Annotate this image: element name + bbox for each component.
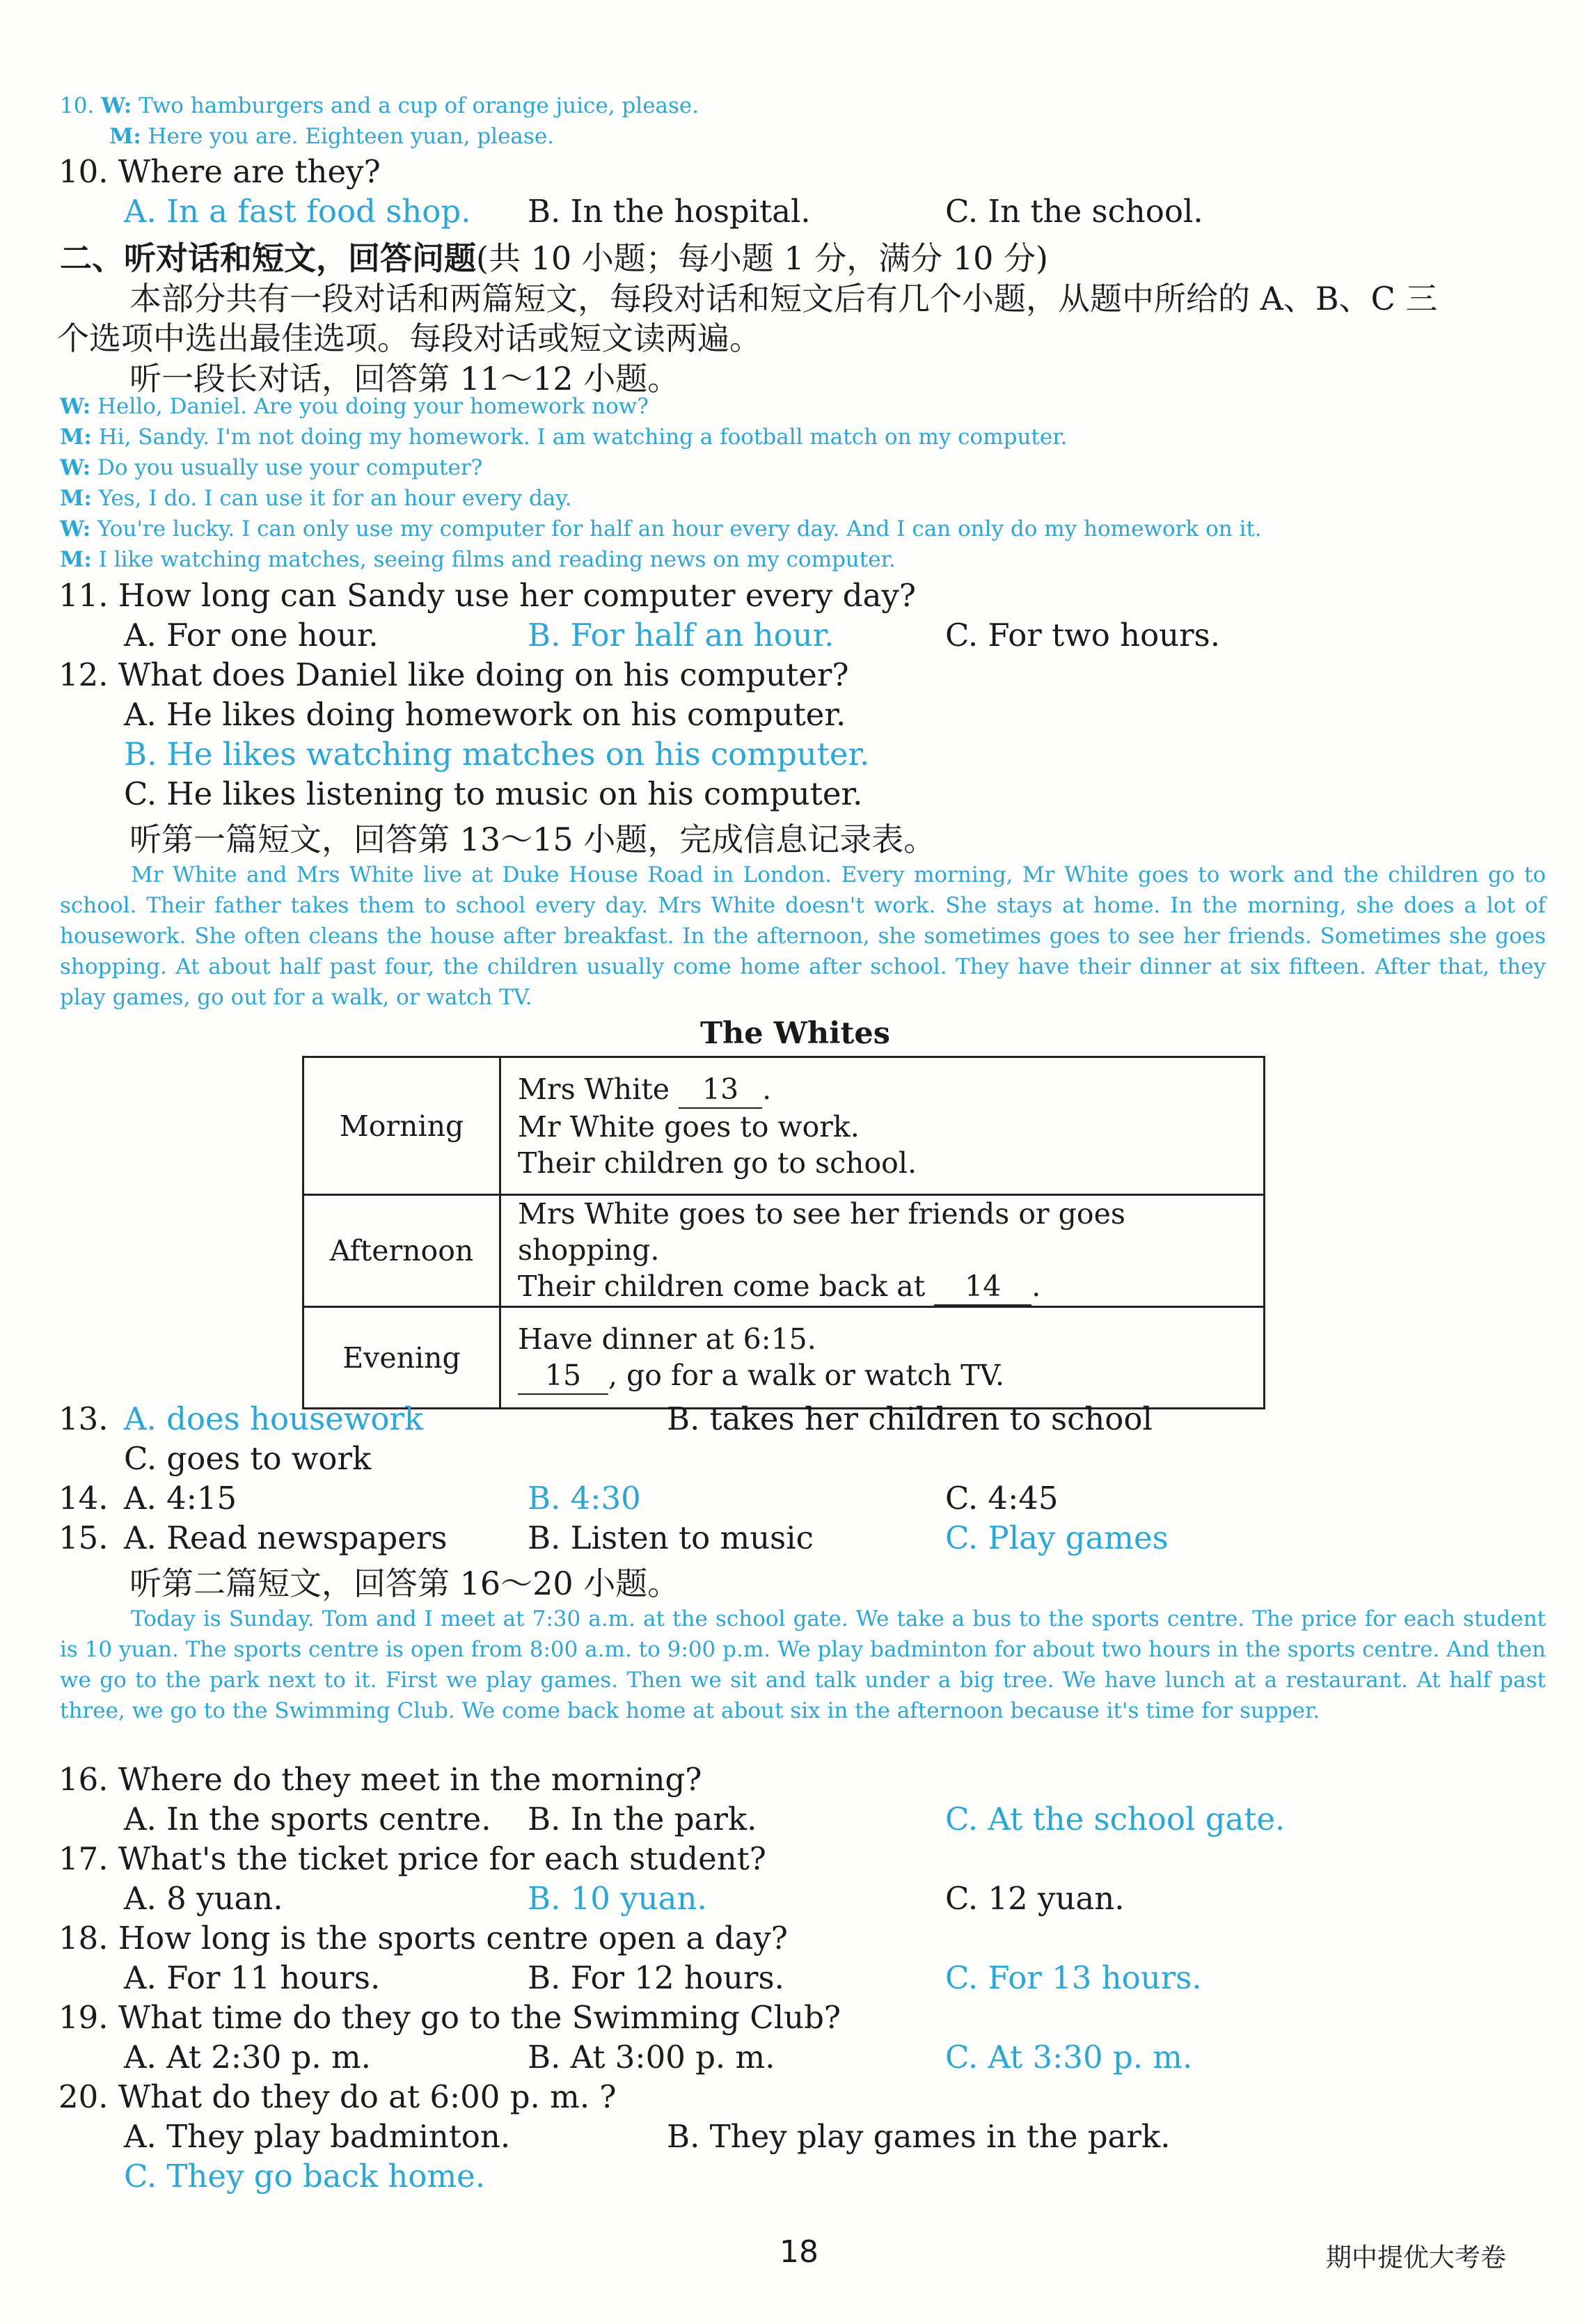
question-text: What does Daniel like doing on his computer?	[118, 656, 849, 693]
q14-option-a: A. 4:15	[124, 1480, 237, 1517]
cell-text: Mrs White	[518, 1072, 670, 1106]
question-text: Where are they?	[118, 153, 381, 190]
table-row	[303, 1057, 1265, 1195]
transcript-line	[109, 124, 554, 149]
q20-option-a: A. They play badminton.	[124, 2118, 511, 2155]
passage2-transcript: Today is Sunday. Tom and I meet at 7:30 a.m. at the school gate. We take a bus to the sports centre. The price for each student is 10 yuan. The sports centre is open from 8:00 a.m. to 9:00 p.m. We play badminton for about two hours in the sports centre. And then we go to the park next to it. First we play games. Then we sit and talk under a big tree. We have lunch at a restaurant. At half past three, we go to the Swimming Club. We come back home at about six in the afternoon because it's time for supper.	[60, 1606, 1546, 1723]
question-text: Where do they meet in the morning?	[118, 1761, 702, 1798]
blank-14: 14	[934, 1268, 1031, 1306]
q11-option-b: B. For half an hour.	[528, 617, 834, 654]
question-num: 11.	[58, 577, 109, 614]
dialog-text: Hello, Daniel. Are you doing your homework now?	[97, 394, 649, 419]
question-num: 12.	[58, 656, 109, 693]
question-text: What time do they go to the Swimming Club?	[118, 1999, 841, 2036]
speaker-label: M:	[109, 124, 141, 149]
q18-option-a: A. For 11 hours.	[124, 1959, 381, 1996]
cell-text: , go for a walk or watch TV.	[608, 1358, 1005, 1392]
dialog-line	[60, 547, 896, 572]
question-num: 17.	[58, 1840, 109, 1877]
dialog-text: I like watching matches, seeing films and reading news on my computer.	[98, 547, 896, 572]
speaker-label: M:	[60, 486, 92, 511]
q20-option-c: C. They go back home.	[124, 2158, 486, 2195]
q18-option-b: B. For 12 hours.	[528, 1959, 784, 1996]
cell-text: .	[1031, 1270, 1041, 1303]
q15-option-a: A. Read newspapers	[124, 1519, 448, 1556]
q19-option-c: C. At 3:30 p. m.	[945, 2039, 1193, 2076]
q19-option-b: B. At 3:00 p. m.	[528, 2039, 775, 2076]
speaker-label: M:	[60, 547, 92, 572]
question-text: What do they do at 6:00 p. m. ?	[118, 2078, 617, 2115]
question-13-num: 13.	[58, 1400, 109, 1437]
question-10	[58, 153, 381, 190]
blank-13: 13	[679, 1071, 762, 1109]
question-text: What's the ticket price for each student?	[118, 1840, 766, 1877]
question-19	[58, 1999, 841, 2036]
q12-option-a: A. He likes doing homework on his computer.	[124, 696, 846, 733]
question-20	[58, 2078, 617, 2115]
whites-table	[302, 1056, 1265, 1409]
passage1-transcript: Mr White and Mrs White live at Duke House Road in London. Every morning, Mr White goes to work and the children go to school. Their father takes them to school every day. Mrs White doesn't work. She stays at home. In the morning, she does a lot of housework. She often cleans the house after breakfast. In the afternoon, she sometimes goes to see her friends. Sometimes she goes shopping. At about half past four, the children usually come home after school. They have their dinner at six fifteen. After that, they play games, go out for a walk, or watch TV.	[60, 862, 1546, 1010]
question-14-num: 14.	[58, 1480, 109, 1517]
transcript-text: Here you are. Eighteen yuan, please.	[148, 124, 555, 149]
q17-option-a: A. 8 yuan.	[124, 1880, 283, 1917]
speaker-label: W:	[60, 394, 91, 419]
q11-option-a: A. For one hour.	[124, 617, 379, 654]
passage2-instruction: 听第二篇短文，回答第 16～20 小题。	[129, 1565, 680, 1602]
section-note: (共 10 小题；每小题 1 分，满分 10 分)	[476, 239, 1048, 277]
q14-option-b: B. 4:30	[528, 1480, 641, 1517]
row-label-morning: Morning	[303, 1057, 500, 1195]
dialog-line	[60, 425, 1067, 450]
dialog-line	[60, 394, 649, 419]
dialog-text: Hi, Sandy. I'm not doing my homework. I am watching a football match on my computer.	[98, 425, 1068, 450]
question-text: How long can Sandy use her computer every day?	[118, 577, 916, 614]
q16-option-b: B. In the park.	[528, 1801, 757, 1837]
table-title: The Whites	[700, 1016, 890, 1051]
dialog-text: You're lucky. I can only use my computer for half an hour every day. And I can only do my homework on it.	[97, 516, 1262, 542]
blank-15: 15	[518, 1357, 608, 1395]
question-15-num: 15.	[58, 1519, 109, 1556]
question-18	[58, 1920, 788, 1957]
q15-option-c: C. Play games	[945, 1519, 1169, 1556]
speaker-label: M:	[60, 425, 92, 450]
question-num: 10.	[58, 153, 109, 190]
section-heading	[60, 233, 1048, 279]
page-number: 18	[780, 2234, 818, 2270]
morning-cell	[500, 1057, 1265, 1195]
dialog-line	[60, 486, 572, 511]
dialog-instruction: 听一段长对话，回答第 11～12 小题。	[129, 360, 680, 397]
q10-option-a: A. In a fast food shop.	[124, 193, 471, 230]
speaker-label: W:	[101, 93, 132, 118]
speaker-label: W:	[60, 516, 91, 542]
q11-option-c: C. For two hours.	[945, 617, 1221, 654]
transcript-num: 10.	[60, 93, 95, 118]
question-num: 18.	[58, 1920, 109, 1957]
passage1-instruction: 听第一篇短文，回答第 13～15 小题，完成信息记录表。	[129, 821, 936, 858]
cell-text: Mr White goes to work.	[518, 1109, 860, 1144]
cell-text: Their children come back at	[518, 1270, 926, 1303]
section-intro-2: 个选项中选出最佳选项。每段对话或短文读两遍。	[57, 319, 761, 357]
dialog-line	[60, 516, 1262, 542]
q19-option-a: A. At 2:30 p. m.	[124, 2039, 371, 2076]
cell-text: Mrs White goes to see her friends or goes shopping.	[518, 1197, 1125, 1267]
book-title: 期中提优大考卷	[1326, 2243, 1506, 2272]
speaker-label: W:	[60, 455, 91, 480]
table-row	[303, 1307, 1265, 1409]
q10-option-c: C. In the school.	[945, 193, 1203, 230]
section-intro-1: 本部分共有一段对话和两篇短文，每段对话和短文后有几个小题，从题中所给的 A、B、C 三	[129, 280, 1438, 317]
question-num: 20.	[58, 2078, 109, 2115]
afternoon-cell	[500, 1195, 1265, 1307]
cell-text: .	[762, 1072, 772, 1106]
q16-option-a: A. In the sports centre.	[124, 1801, 491, 1837]
q15-option-b: B. Listen to music	[528, 1519, 814, 1556]
q10-option-b: B. In the hospital.	[528, 193, 811, 230]
q17-option-c: C. 12 yuan.	[945, 1880, 1125, 1917]
section-title: 二、听对话和短文，回答问题	[60, 239, 476, 277]
q12-option-c: C. He likes listening to music on his computer.	[124, 775, 863, 812]
cell-text: Have dinner at 6:15.	[518, 1322, 816, 1356]
question-num: 19.	[58, 1999, 109, 2036]
question-12	[58, 656, 849, 693]
transcript-line	[60, 93, 699, 118]
q13-option-c: C. goes to work	[124, 1440, 372, 1477]
dialog-text: Yes, I do. I can use it for an hour every day.	[98, 486, 572, 511]
question-16	[58, 1761, 702, 1798]
question-11	[58, 577, 916, 614]
dialog-text: Do you usually use your computer?	[97, 455, 483, 480]
cell-text: Their children go to school.	[518, 1146, 917, 1180]
dialog-line	[60, 455, 482, 480]
row-label-evening: Evening	[303, 1307, 500, 1409]
transcript-text: Two hamburgers and a cup of orange juice, please.	[139, 93, 699, 118]
evening-cell	[500, 1307, 1265, 1409]
q14-option-c: C. 4:45	[945, 1480, 1059, 1517]
question-num: 16.	[58, 1761, 109, 1798]
q13-option-b: B. takes her children to school	[667, 1400, 1153, 1437]
question-17	[58, 1840, 766, 1877]
q20-option-b: B. They play games in the park.	[667, 2118, 1171, 2155]
q17-option-b: B. 10 yuan.	[528, 1880, 707, 1917]
q16-option-c: C. At the school gate.	[945, 1801, 1286, 1837]
q12-option-b: B. He likes watching matches on his computer.	[124, 736, 870, 773]
q18-option-c: C. For 13 hours.	[945, 1959, 1202, 1996]
question-text: How long is the sports centre open a day?	[118, 1920, 788, 1957]
q13-option-a: A. does housework	[124, 1400, 424, 1437]
table-row	[303, 1195, 1265, 1307]
row-label-afternoon: Afternoon	[303, 1195, 500, 1307]
